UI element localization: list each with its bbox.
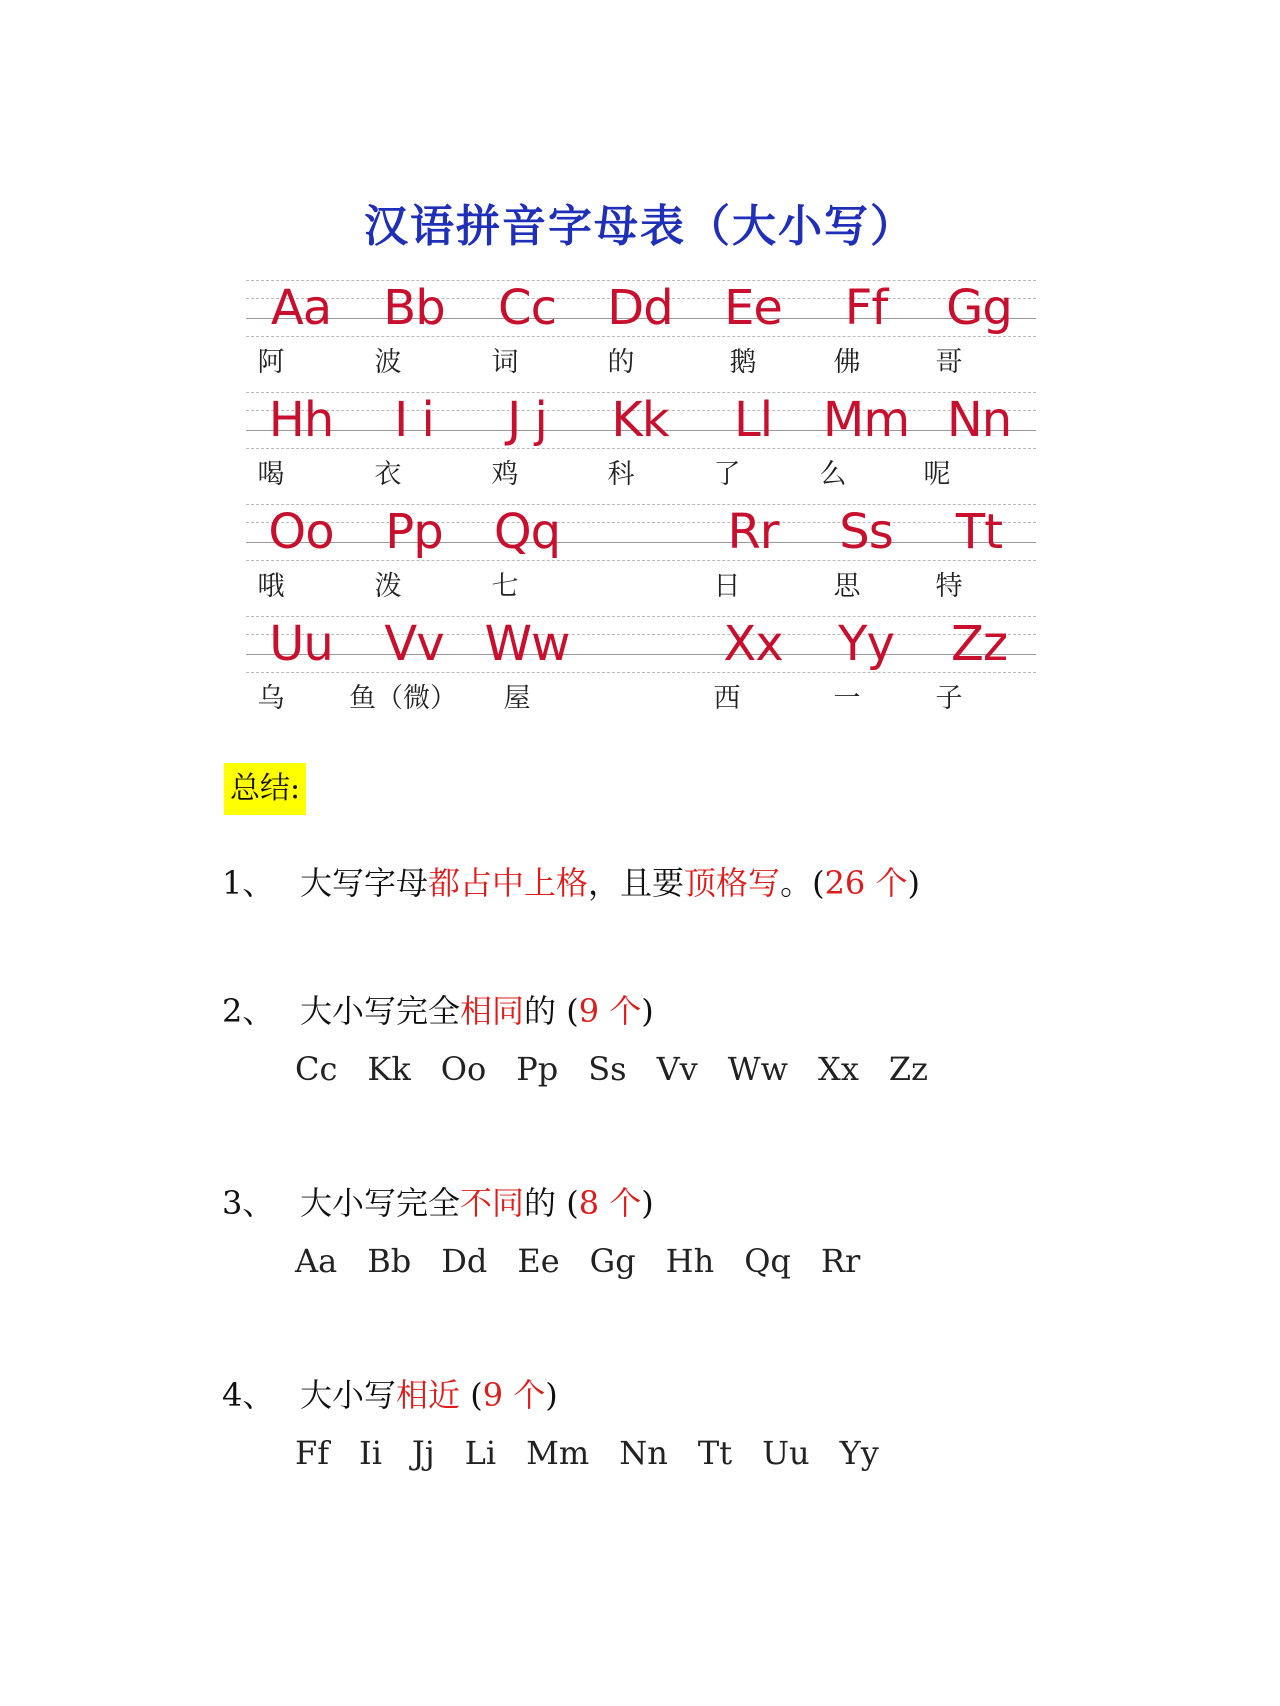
item-number: 1、 bbox=[222, 864, 275, 902]
item-text: 大小写完全 bbox=[300, 992, 461, 1030]
letter-pair: Cc bbox=[295, 1050, 338, 1088]
letter-pair: Ii bbox=[359, 1434, 382, 1472]
item-emphasis: 都占中上格 bbox=[428, 864, 589, 902]
letter-pair: Zz bbox=[950, 616, 1008, 672]
letter-row-1 bbox=[246, 276, 1036, 340]
item-number: 3、 bbox=[222, 1184, 275, 1222]
letter-pair: Ss bbox=[839, 504, 893, 560]
hanzi-label: 衣 bbox=[374, 459, 402, 490]
letter-pair: Tt bbox=[697, 1434, 733, 1472]
letter-pair: Yy bbox=[839, 1434, 879, 1472]
letter-pair: Ff bbox=[295, 1434, 330, 1472]
letter-pair: Jj bbox=[411, 1434, 435, 1472]
letter-row-4 bbox=[246, 612, 1036, 676]
letter-pair: Gg bbox=[946, 280, 1012, 336]
hanzi-label: 喝 bbox=[257, 459, 285, 490]
hanzi-row-2 bbox=[246, 455, 1036, 495]
letter-pair: Ss bbox=[588, 1050, 627, 1088]
letter-pair: Qq bbox=[493, 504, 561, 560]
hanzi-label: 的 bbox=[607, 347, 635, 378]
letter-pair: Ww bbox=[727, 1050, 789, 1088]
letter-pair: Oo bbox=[440, 1050, 487, 1088]
hanzi-row-1 bbox=[246, 343, 1036, 383]
item-number: 2、 bbox=[222, 992, 275, 1030]
letter-pair: Hh bbox=[268, 392, 334, 448]
hanzi-label: 哥 bbox=[935, 347, 963, 378]
letter-pair: Kk bbox=[611, 392, 669, 448]
letter-pair: Ee bbox=[724, 280, 782, 336]
same-case-letters bbox=[295, 1050, 958, 1088]
hanzi-label: 思 bbox=[833, 571, 861, 602]
hanzi-row-3 bbox=[246, 567, 1036, 607]
hanzi-label: 一 bbox=[833, 683, 861, 714]
hanzi-label: 乌 bbox=[257, 683, 285, 714]
letter-pair: Pp bbox=[516, 1050, 559, 1088]
hanzi-label: 波 bbox=[374, 347, 402, 378]
letter-pair: Uu bbox=[269, 616, 333, 672]
letter-pair: Gg bbox=[589, 1242, 636, 1280]
letter-pair: Bb bbox=[367, 1242, 412, 1280]
hanzi-label: 了 bbox=[713, 459, 741, 490]
letter-pair: Zz bbox=[888, 1050, 928, 1088]
letter-pair: Vv bbox=[384, 616, 444, 672]
hanzi-label: 子 bbox=[935, 683, 963, 714]
letter-pair: Ee bbox=[517, 1242, 560, 1280]
summary-item-1 bbox=[222, 858, 920, 904]
hanzi-label: 么 bbox=[819, 459, 847, 490]
letter-row-3 bbox=[246, 500, 1036, 564]
hanzi-label: 科 bbox=[607, 459, 635, 490]
similar-case-letters bbox=[295, 1434, 909, 1472]
hanzi-label: 日 bbox=[713, 571, 741, 602]
letter-pair: Hh bbox=[665, 1242, 715, 1280]
letter-pair: Bb bbox=[383, 280, 445, 336]
summary-item-4 bbox=[222, 1370, 558, 1416]
letter-pair: Li bbox=[464, 1434, 497, 1472]
different-case-letters bbox=[295, 1242, 890, 1280]
hanzi-label: 屋 bbox=[503, 683, 531, 714]
item-count: 8 个 bbox=[578, 1184, 642, 1222]
hanzi-label: 特 bbox=[935, 571, 963, 602]
letter-pair: Yy bbox=[838, 616, 894, 672]
hanzi-label: 鸡 bbox=[491, 459, 519, 490]
letter-pair: J j bbox=[507, 392, 547, 448]
letter-pair: Ww bbox=[484, 616, 570, 672]
letter-pair: Nn bbox=[946, 392, 1012, 448]
hanzi-label: 呢 bbox=[923, 459, 951, 490]
item-text: 的 ( bbox=[524, 1184, 579, 1222]
item-count: 9 个 bbox=[578, 992, 642, 1030]
letter-pair: Ff bbox=[844, 280, 888, 336]
item-text: ) bbox=[641, 1184, 654, 1222]
letter-pair: Dd bbox=[607, 280, 673, 336]
hanzi-label: 泼 bbox=[374, 571, 402, 602]
letter-pair: Cc bbox=[498, 280, 556, 336]
letter-pair: Aa bbox=[270, 280, 332, 336]
item-count: 9 个 bbox=[482, 1376, 546, 1414]
letter-pair: Uu bbox=[762, 1434, 810, 1472]
summary-item-2 bbox=[222, 986, 654, 1032]
hanzi-label: 阿 bbox=[257, 347, 285, 378]
letter-pair: Qq bbox=[744, 1242, 791, 1280]
hanzi-label: 西 bbox=[713, 683, 741, 714]
hanzi-label: 佛 bbox=[833, 347, 861, 378]
item-text: ( bbox=[460, 1376, 483, 1414]
item-emphasis: 顶格写 bbox=[684, 864, 781, 902]
letter-pair: Mm bbox=[526, 1434, 590, 1472]
item-text: ，且要 bbox=[588, 864, 685, 902]
item-text: 大写字母 bbox=[300, 864, 429, 902]
item-text: ) bbox=[545, 1376, 558, 1414]
letter-pair: Pp bbox=[385, 504, 443, 560]
letter-pair: Tt bbox=[955, 504, 1003, 560]
letter-pair: Xx bbox=[818, 1050, 859, 1088]
hanzi-row-4 bbox=[246, 679, 1036, 719]
letter-pair: Rr bbox=[727, 504, 779, 560]
hanzi-label: 鱼（微） bbox=[349, 683, 457, 714]
item-text: 大小写 bbox=[300, 1376, 397, 1414]
item-text: 。( bbox=[780, 864, 825, 902]
letter-pair: Vv bbox=[656, 1050, 698, 1088]
letter-pair: Oo bbox=[268, 504, 334, 560]
letter-pair: Dd bbox=[441, 1242, 488, 1280]
letter-pair: Rr bbox=[820, 1242, 861, 1280]
letter-pair: Aa bbox=[295, 1242, 338, 1280]
summary-heading: 总结: bbox=[224, 763, 306, 815]
letter-pair: Mm bbox=[822, 392, 910, 448]
letter-pair: Xx bbox=[723, 616, 783, 672]
item-text: 的 ( bbox=[524, 992, 579, 1030]
item-emphasis: 相同 bbox=[460, 992, 525, 1030]
item-emphasis: 相近 bbox=[396, 1376, 461, 1414]
letter-row-2 bbox=[246, 388, 1036, 452]
hanzi-label: 鹅 bbox=[729, 347, 757, 378]
item-text: ) bbox=[907, 864, 920, 902]
letter-pair: Nn bbox=[619, 1434, 668, 1472]
item-text: 大小写完全 bbox=[300, 1184, 461, 1222]
hanzi-label: 哦 bbox=[257, 571, 285, 602]
summary-item-3 bbox=[222, 1178, 654, 1224]
letter-pair: Ll bbox=[733, 392, 773, 448]
alphabet-chart-title: 汉语拼音字母表（大小写） bbox=[364, 201, 916, 252]
letter-pair: I i bbox=[394, 392, 434, 448]
letter-pair: Kk bbox=[367, 1050, 411, 1088]
item-number: 4、 bbox=[222, 1376, 275, 1414]
hanzi-label: 词 bbox=[491, 347, 519, 378]
item-emphasis: 不同 bbox=[460, 1184, 525, 1222]
hanzi-label: 七 bbox=[491, 571, 519, 602]
item-count: 26 个 bbox=[824, 864, 908, 902]
item-text: ) bbox=[641, 992, 654, 1030]
